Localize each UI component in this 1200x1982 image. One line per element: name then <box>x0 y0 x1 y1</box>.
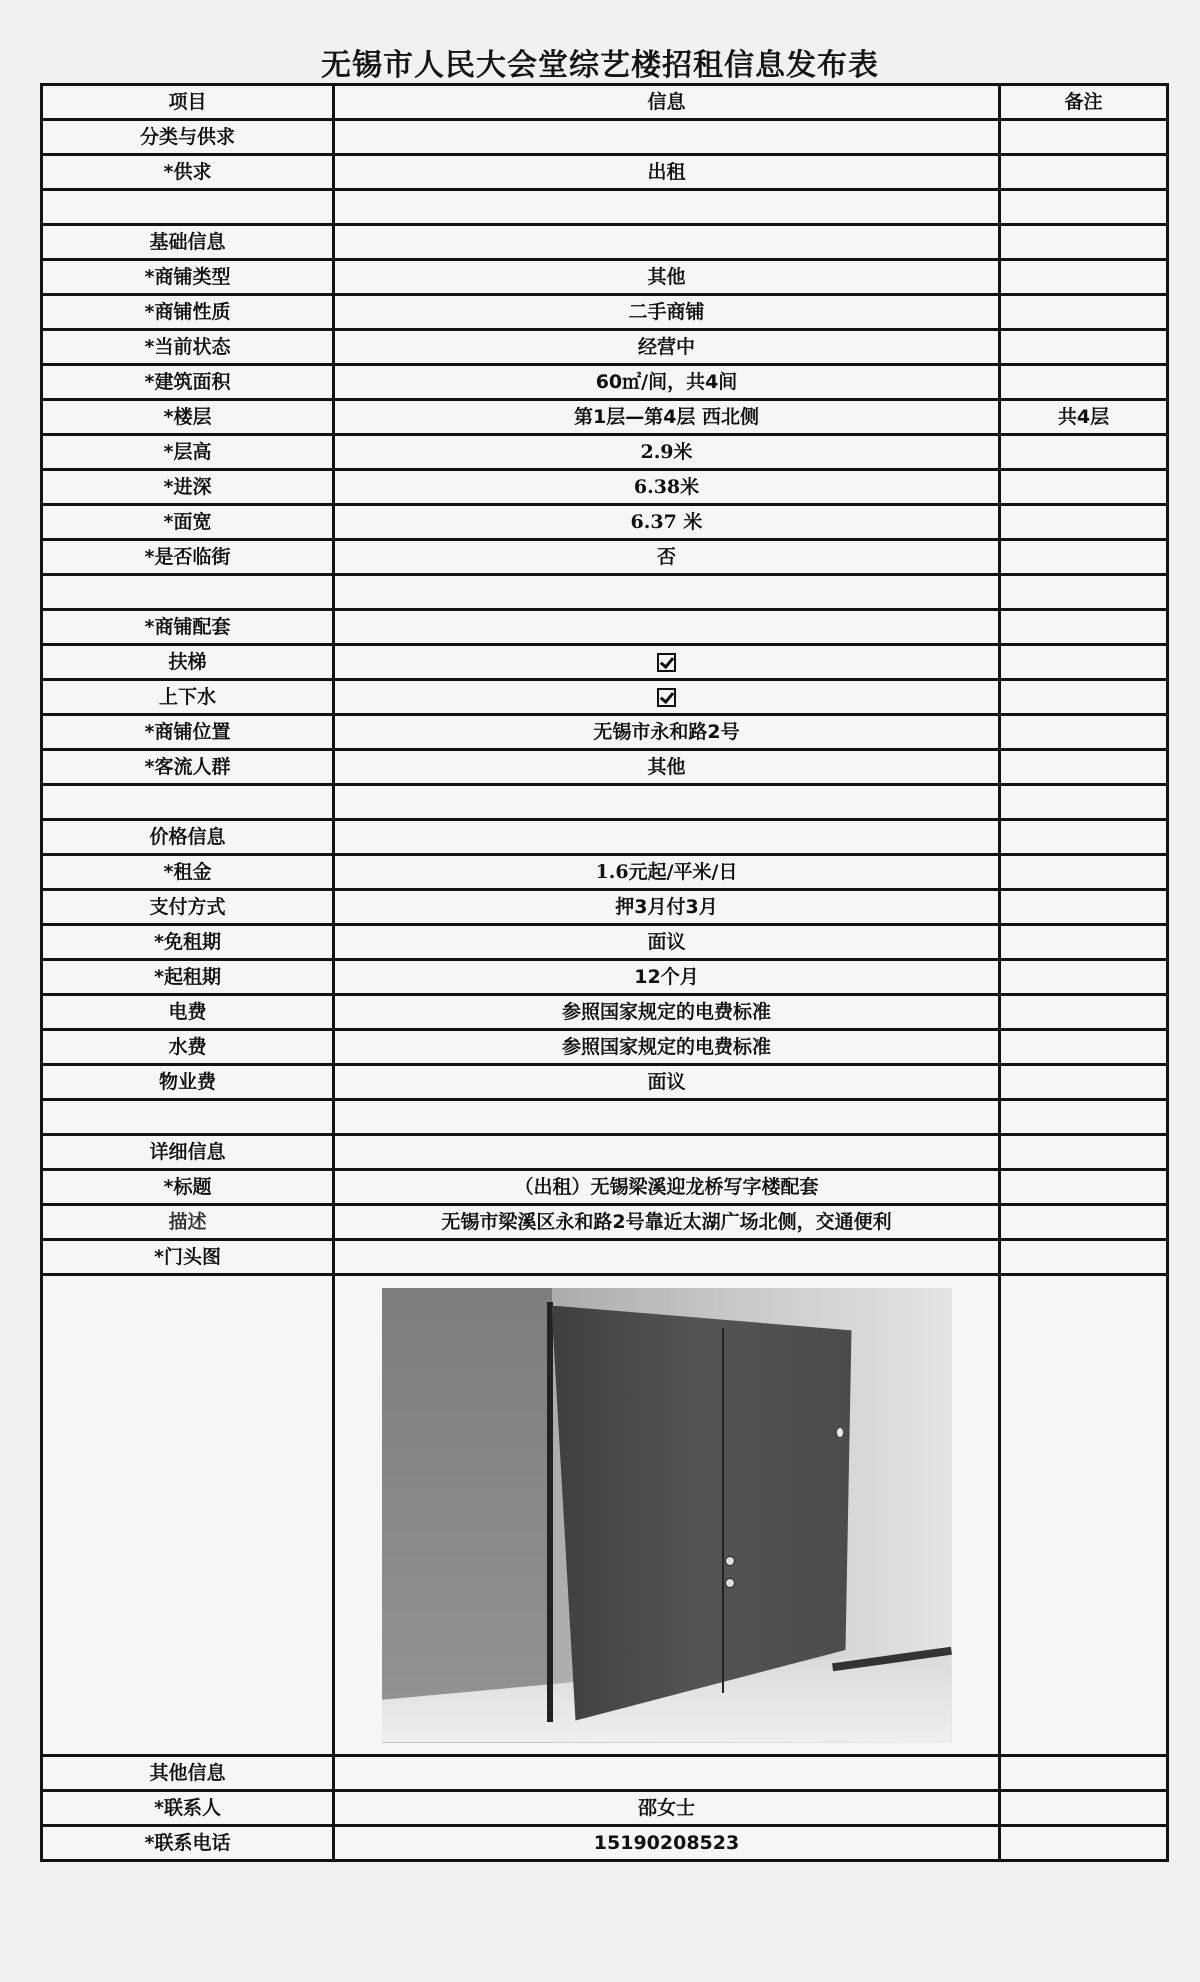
row-note <box>1000 1826 1168 1861</box>
row-label: *建筑面积 <box>42 365 334 400</box>
row-note <box>1000 750 1168 785</box>
row-note <box>1000 1030 1168 1065</box>
row-label: *起租期 <box>42 960 334 995</box>
header-note: 备注 <box>1000 85 1168 120</box>
photo-row <box>42 1275 1168 1756</box>
row-label: *当前状态 <box>42 330 334 365</box>
table-row <box>42 470 1168 505</box>
table-row <box>42 1065 1168 1100</box>
row-value: 第1层—第4层 西北侧 <box>334 400 1000 435</box>
table-row <box>42 1170 1168 1205</box>
row-value: 其他 <box>334 260 1000 295</box>
row-label: *层高 <box>42 435 334 470</box>
table-row <box>42 855 1168 890</box>
row-note <box>1000 155 1168 190</box>
row-value: 经营中 <box>334 330 1000 365</box>
table-row <box>42 155 1168 190</box>
row-value: 面议 <box>334 1065 1000 1100</box>
row-note <box>1000 855 1168 890</box>
row-note <box>1000 645 1168 680</box>
table-row <box>42 330 1168 365</box>
row-label: *面宽 <box>42 505 334 540</box>
row-value: 12个月 <box>334 960 1000 995</box>
table-row <box>42 225 1168 260</box>
table-row <box>42 645 1168 680</box>
table-row <box>42 1240 1168 1275</box>
row-label <box>42 1275 334 1756</box>
row-note <box>1000 1065 1168 1100</box>
row-label <box>42 575 334 610</box>
table-row <box>42 1100 1168 1135</box>
row-label: *进深 <box>42 470 334 505</box>
row-value <box>334 820 1000 855</box>
table-row <box>42 505 1168 540</box>
row-value: 6.37 米 <box>334 505 1000 540</box>
row-label: *供求 <box>42 155 334 190</box>
row-note <box>1000 995 1168 1030</box>
row-label: *标题 <box>42 1170 334 1205</box>
checkbox-checked-icon <box>657 688 676 707</box>
row-note <box>1000 680 1168 715</box>
row-value <box>334 120 1000 155</box>
row-label: *租金 <box>42 855 334 890</box>
row-label: 上下水 <box>42 680 334 715</box>
row-label: *楼层 <box>42 400 334 435</box>
door-lock-icon <box>725 1578 735 1588</box>
row-value <box>334 680 1000 715</box>
row-value: 出租 <box>334 155 1000 190</box>
row-note <box>1000 330 1168 365</box>
row-note <box>1000 470 1168 505</box>
row-value <box>334 190 1000 225</box>
header-item: 项目 <box>42 85 334 120</box>
row-note <box>1000 1275 1168 1756</box>
table-row <box>42 1826 1168 1861</box>
row-label: *商铺性质 <box>42 295 334 330</box>
row-label <box>42 1100 334 1135</box>
row-note <box>1000 1135 1168 1170</box>
row-value <box>334 645 1000 680</box>
row-value <box>334 1240 1000 1275</box>
table-row <box>42 1205 1168 1240</box>
door-shape <box>552 1306 852 1721</box>
row-note <box>1000 1756 1168 1791</box>
row-note <box>1000 820 1168 855</box>
table-row <box>42 925 1168 960</box>
row-label: *免租期 <box>42 925 334 960</box>
row-note <box>1000 610 1168 645</box>
table-row <box>42 400 1168 435</box>
row-note <box>1000 365 1168 400</box>
row-note: 共4层 <box>1000 400 1168 435</box>
row-value: 邵女士 <box>334 1791 1000 1826</box>
row-label: 物业费 <box>42 1065 334 1100</box>
row-note <box>1000 1205 1168 1240</box>
row-value: （出租）无锡梁溪迎龙桥写字楼配套 <box>334 1170 1000 1205</box>
form-title: 无锡市人民大会堂综艺楼招租信息发布表 <box>321 48 879 83</box>
row-label: 基础信息 <box>42 225 334 260</box>
table-row <box>42 1135 1168 1170</box>
row-label: 电费 <box>42 995 334 1030</box>
row-note <box>1000 960 1168 995</box>
table-row <box>42 540 1168 575</box>
table-row <box>42 890 1168 925</box>
row-note <box>1000 260 1168 295</box>
row-label: 扶梯 <box>42 645 334 680</box>
table-row <box>42 995 1168 1030</box>
table-row <box>42 435 1168 470</box>
row-label: *联系人 <box>42 1791 334 1826</box>
row-value <box>334 785 1000 820</box>
row-value: 面议 <box>334 925 1000 960</box>
row-value: 15190208523 <box>334 1826 1000 1861</box>
table-row <box>42 260 1168 295</box>
row-note <box>1000 715 1168 750</box>
row-label: 详细信息 <box>42 1135 334 1170</box>
row-value: 参照国家规定的电费标准 <box>334 995 1000 1030</box>
row-label: *客流人群 <box>42 750 334 785</box>
row-label: *是否临街 <box>42 540 334 575</box>
table-row <box>42 750 1168 785</box>
row-value <box>334 610 1000 645</box>
table-row <box>42 820 1168 855</box>
row-value: 否 <box>334 540 1000 575</box>
row-value: 6.38米 <box>334 470 1000 505</box>
table-row <box>42 120 1168 155</box>
row-label: *商铺配套 <box>42 610 334 645</box>
table-row <box>42 1791 1168 1826</box>
row-note <box>1000 890 1168 925</box>
row-note <box>1000 925 1168 960</box>
row-label: 价格信息 <box>42 820 334 855</box>
row-label: *联系电话 <box>42 1826 334 1861</box>
row-note <box>1000 575 1168 610</box>
row-value: 二手商铺 <box>334 295 1000 330</box>
row-value <box>334 1756 1000 1791</box>
row-note <box>1000 190 1168 225</box>
table-row <box>42 785 1168 820</box>
table-row <box>42 1030 1168 1065</box>
table-row <box>42 575 1168 610</box>
door-lock-icon <box>725 1556 735 1566</box>
row-label: 分类与供求 <box>42 120 334 155</box>
row-value <box>334 1275 1000 1756</box>
header-info: 信息 <box>334 85 1000 120</box>
row-note <box>1000 1240 1168 1275</box>
checkbox-checked-icon <box>657 653 676 672</box>
table-row <box>42 1756 1168 1791</box>
table-row <box>42 960 1168 995</box>
row-label: 水费 <box>42 1030 334 1065</box>
table-row <box>42 610 1168 645</box>
table-row <box>42 680 1168 715</box>
row-note <box>1000 540 1168 575</box>
row-value: 2.9米 <box>334 435 1000 470</box>
row-note <box>1000 435 1168 470</box>
door-photo-icon <box>382 1288 952 1743</box>
row-note <box>1000 295 1168 330</box>
row-label <box>42 190 334 225</box>
row-note <box>1000 1170 1168 1205</box>
row-value: 其他 <box>334 750 1000 785</box>
row-note <box>1000 785 1168 820</box>
row-value <box>334 575 1000 610</box>
row-label: 描述 <box>42 1205 334 1240</box>
row-label <box>42 785 334 820</box>
row-value: 无锡市梁溪区永和路2号靠近太湖广场北侧，交通便利 <box>334 1205 1000 1240</box>
row-value: 无锡市永和路2号 <box>334 715 1000 750</box>
row-note <box>1000 505 1168 540</box>
row-value: 1.6元起/平米/日 <box>334 855 1000 890</box>
row-label: *商铺类型 <box>42 260 334 295</box>
table-row <box>42 295 1168 330</box>
row-label: 其他信息 <box>42 1756 334 1791</box>
row-value <box>334 1100 1000 1135</box>
table-row <box>42 190 1168 225</box>
row-note <box>1000 120 1168 155</box>
header-row <box>42 85 1168 120</box>
row-value: 参照国家规定的电费标准 <box>334 1030 1000 1065</box>
row-value <box>334 225 1000 260</box>
row-label: 支付方式 <box>42 890 334 925</box>
row-note <box>1000 1100 1168 1135</box>
table-row <box>42 715 1168 750</box>
rental-info-table <box>40 83 1169 1862</box>
door-hinge-icon <box>837 1428 843 1437</box>
row-label: *门头图 <box>42 1240 334 1275</box>
row-value <box>334 1135 1000 1170</box>
row-label: *商铺位置 <box>42 715 334 750</box>
row-note <box>1000 1791 1168 1826</box>
table-row <box>42 365 1168 400</box>
row-value: 押3月付3月 <box>334 890 1000 925</box>
row-value: 60㎡/间，共4间 <box>334 365 1000 400</box>
row-note <box>1000 225 1168 260</box>
